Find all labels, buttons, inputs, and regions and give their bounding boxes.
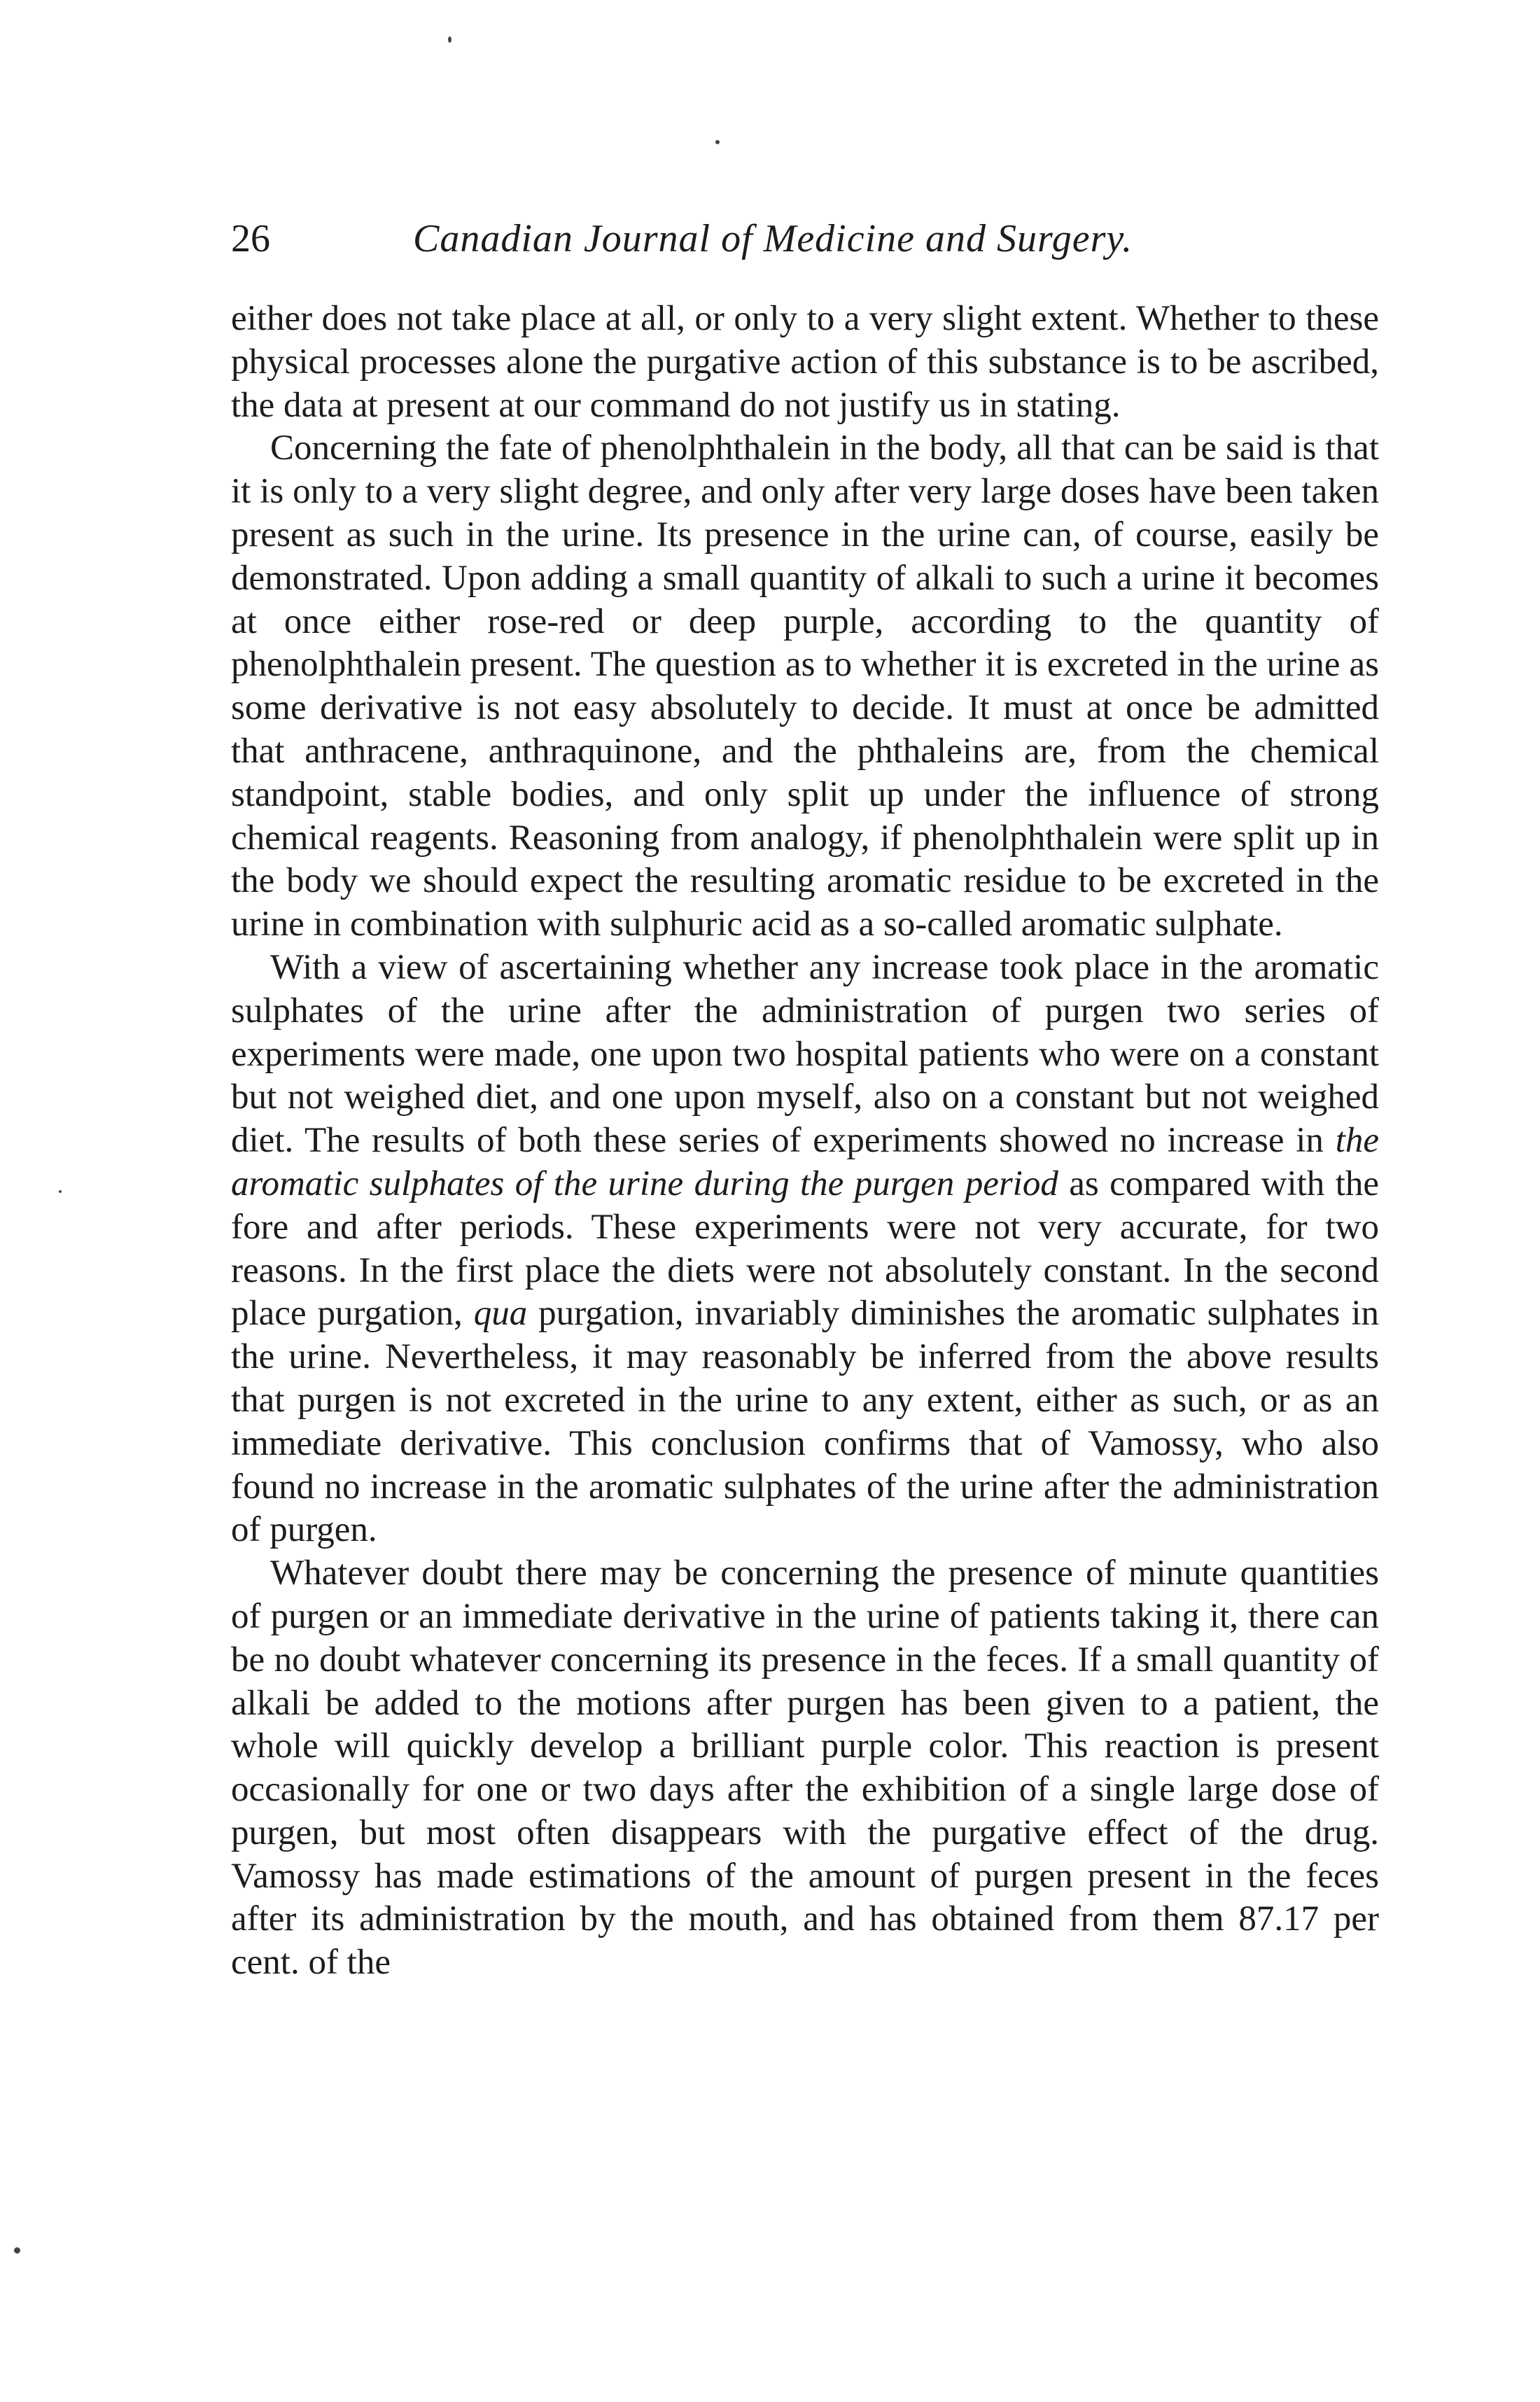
- paragraph-3-italic-phrase: the aromatic sulphates of the urine during the purgen period: [231, 1121, 1379, 1203]
- paragraph-1: either does not take place at all, or only to a very slight extent. Whether to these physical processes alone the purgative action of this substance is to be ascribed, the data at present at our command do not justify us in stating.: [231, 299, 1379, 425]
- page-number: 26: [231, 217, 270, 260]
- body-text: [231, 298, 1379, 1985]
- scan-speck: [448, 36, 451, 43]
- running-title: Canadian Journal of Medicine and Surgery.: [413, 217, 1133, 260]
- paragraph-3-part-2: as compared with the fore and after periods. These experiments were not very accurate, for two reasons. In the first place the diets were not absolutely constant. In the second place purgation,: [231, 1164, 1379, 1334]
- scan-speck: [14, 2247, 20, 2254]
- paragraph-3-italic-qua: qua: [473, 1294, 528, 1334]
- scan-speck: [59, 1190, 62, 1193]
- scan-speck: [715, 140, 720, 144]
- paragraph-3: [231, 947, 1379, 1552]
- paragraph-2: Concerning the fate of phenolphthalein in the body, all that can be said is that it is only to a very slight degree, and only after very large doses have been taken present as such in the urine. Its presence in the urine can, of course, easily be demonstrated. Upon adding a small quantity of alkali to such a urine it becomes at once either rose-red or deep purple, according to the quantity of phenolphthalein present. The question as to whether it is excreted in the urine as some derivative is not easy absolutely to decide. It must at once be admitted that anthracene, anthraquinone, and the phthaleins are, from the chemical standpoint, stable bodies, and only split up under the influence of strong chemical reagents. Reasoning from analogy, if phenolphthalein were split up in the body we should expect the resulting aromatic residue to be excreted in the urine in combination with sulphuric acid as a so-called aromatic sulphate.: [231, 428, 1379, 944]
- paragraph-3-part-3: purgation, invariably diminishes the aromatic sulphates in the urine. Nevertheless, it may reasonably be inferred from the above results that purgen is not excreted in the urine to any extent, either as such, or as an immediate derivative. This conclusion confirms that of Vamossy, who also found no increase in the aromatic sulphates of the urine after the administration of purgen.: [231, 1294, 1379, 1550]
- paragraph-3-part-1: With a view of ascertaining whether any increase took place in the aromatic sulphates of the urine after the administration of purgen two series of experiments were made, one upon two hospital patients who were on a constant but not weighed diet, and one upon myself, also on a constant but not weighed diet. The results of both these series of experiments showed no increase in: [231, 947, 1379, 1161]
- paragraph-4: Whatever doubt there may be concerning the presence of minute quantities of purgen or an immediate derivative in the urine of patients taking it, there can be no doubt whatever concerning its presence in the feces. If a small quantity of alkali be added to the motions after purgen has been given to a patient, the whole will quickly develop a brilliant purple color. This reaction is present occasionally for one or two days after the exhibition of a single large dose of purgen, but most often disappears with the purgative effect of the drug. Vamossy has made estimations of the amount of purgen present in the feces after its administration by the mouth, and has obtained from them 87.17 per cent. of the: [231, 1553, 1379, 1983]
- page-header: [231, 207, 1379, 270]
